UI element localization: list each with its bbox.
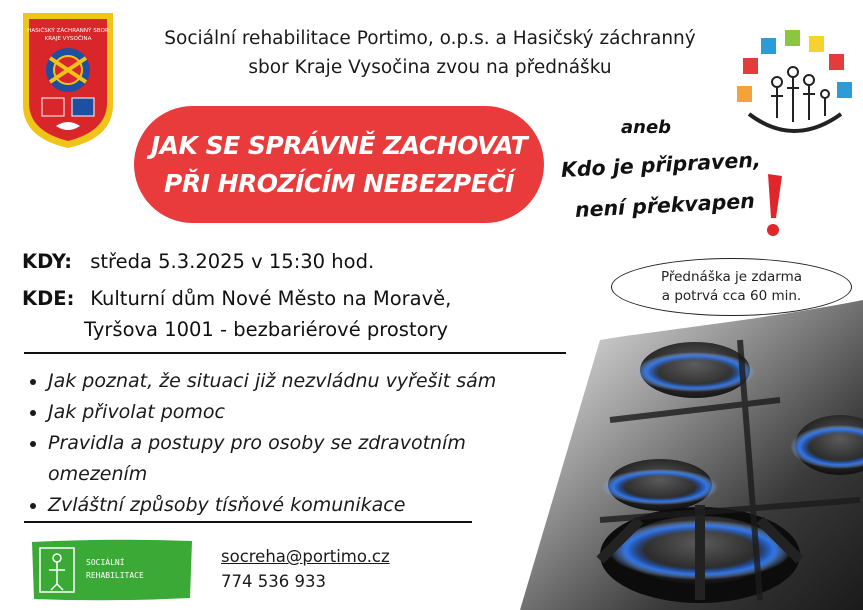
tagline-line-1: Kdo je připraven, <box>560 147 762 182</box>
where-label: KDE: <box>22 287 75 310</box>
where-row <box>22 287 451 310</box>
topic-text: Zvláštní způsoby tísňové komunikace <box>48 494 406 516</box>
list-item <box>30 397 590 428</box>
invitation-header <box>130 24 730 82</box>
list-item <box>30 366 590 397</box>
info-line-2: a potrvá cca 60 min. <box>661 288 802 304</box>
portimo-logo <box>735 26 853 142</box>
hzs-emblem-logo <box>20 10 116 150</box>
list-item <box>30 428 550 490</box>
topic-text: Jak přivolat pomoc <box>48 401 225 423</box>
when-row <box>22 250 374 273</box>
topic-text: Pravidla a postupy pro osoby se zdravotním omezením <box>48 432 466 485</box>
title-line-1: JAK SE SPRÁVNĚ ZACHOVAT <box>150 130 528 160</box>
sr-logo-line-1: SOCIÁLNÍ <box>86 558 125 567</box>
header-line-2: sbor Kraje Vysočina zvou na přednášku <box>248 57 612 78</box>
aneb-text: aneb <box>621 117 672 138</box>
info-ellipse <box>611 258 852 316</box>
contact-email-link[interactable]: socreha@portimo.cz <box>221 547 390 566</box>
contact-phone: 774 536 933 <box>221 572 326 591</box>
topics-list <box>30 366 590 521</box>
divider-bottom <box>24 521 472 523</box>
event-title-banner <box>134 106 544 223</box>
when-label: KDY: <box>22 250 73 273</box>
info-line-1: Přednáška je zdarma <box>660 269 803 285</box>
where-value-line-1: Kulturní dům Nové Město na Moravě, <box>90 287 452 310</box>
where-value-line-2: Tyršova 1001 - bezbariérové prostory <box>84 318 449 341</box>
topic-text: Jak poznat, že situaci již nezvládnu vyřešit sám <box>48 370 497 392</box>
portimo-text: PORTIMO <box>794 26 799 27</box>
exclamation-icon <box>760 172 786 238</box>
bullet-icon <box>30 410 36 416</box>
sr-logo-line-2: REHABILITACE <box>86 571 144 580</box>
tagline-line-2: není překvapen <box>574 188 756 222</box>
header-line-1: Sociální rehabilitace Portimo, o.p.s. a Hasičský záchranný <box>164 28 696 49</box>
list-item <box>30 490 590 521</box>
title-line-2: PŘI HROZÍCÍM NEBEZPEČÍ <box>164 168 514 198</box>
when-value: středa 5.3.2025 v 15:30 hod. <box>90 250 375 273</box>
bullet-icon <box>30 441 36 447</box>
bullet-icon <box>30 379 36 385</box>
divider-top <box>24 352 566 354</box>
hzs-top-text: HASIČSKÝ ZÁCHRANNÝ SBOR <box>27 28 109 34</box>
hzs-sub-text: KRAJE VYSOČINA <box>44 36 92 42</box>
bullet-icon <box>30 503 36 509</box>
socialni-rehabilitace-logo <box>30 538 194 602</box>
